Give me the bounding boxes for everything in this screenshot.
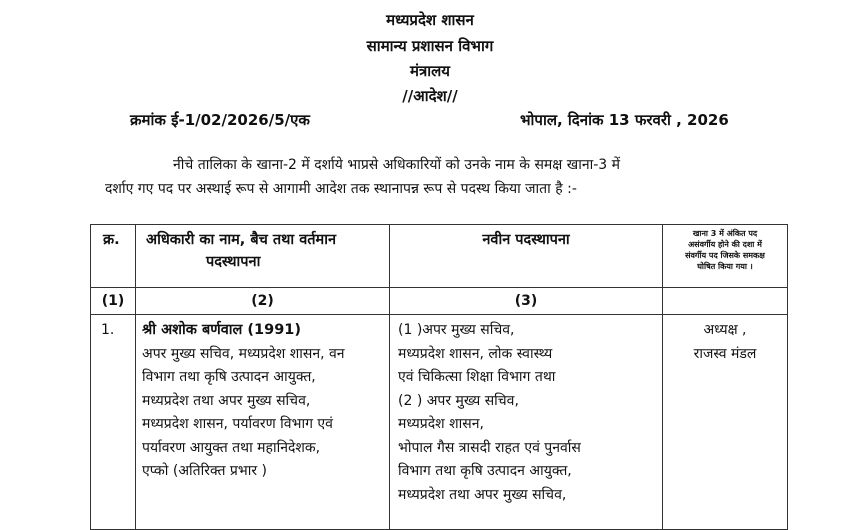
equivalent-post-line2: राजस्व मंडल [693, 345, 757, 362]
equivalent-post-cell [663, 315, 788, 530]
row-serial: 1. [91, 315, 136, 530]
intro-line-2: दर्शाए गए पद पर अस्थाई रूप से आगामी आदेश तक स्थानापन्न रूप से पदस्थ किया जाता है :- [105, 181, 577, 197]
header-new-posting: नवीन पदस्थापना [390, 225, 663, 288]
header-equivalent [663, 225, 788, 288]
header-serial: क्र. [91, 225, 136, 288]
header-equivalent-line3: संवर्गीय पद जिसके समकक्ष [685, 251, 765, 260]
header-officer-line2: पदस्थापना [206, 254, 261, 270]
header-government: मध्यप्रदेश शासन [386, 11, 474, 29]
column-number: (3) [390, 288, 663, 315]
header-officer [136, 225, 390, 288]
current-posting-line: अपर मुख्य सचिव, मध्यप्रदेश शासन, वन [142, 345, 345, 362]
column-number: (2) [136, 288, 390, 315]
current-posting-line: मध्यप्रदेश शासन, पर्यावरण विभाग एवं [142, 416, 333, 432]
officer-cell [136, 315, 390, 530]
officer-name: श्री अशोक बर्णवाल (1991) [142, 322, 302, 338]
current-posting-line: पर्यावरण आयुक्त तथा महानिदेशक, [142, 439, 321, 456]
new-posting-cell [390, 315, 663, 530]
column-number-row [91, 288, 788, 315]
order-number: क्रमांक ई-1/02/2026/5/एक [130, 111, 310, 129]
header-secretariat: मंत्रालय [409, 62, 450, 80]
header-equivalent-line2: असंवर्गीय होने की दशा में [688, 240, 762, 249]
new-posting-line: विभाग तथा कृषि उत्पादन आयुक्त, [398, 463, 572, 479]
header-equivalent-line1: खाना 3 में अंकित पद [692, 229, 758, 238]
header-officer-line1: अधिकारी का नाम, बैच तथा वर्तमान [146, 232, 337, 248]
current-posting-line: एप्को (अतिरिक्त प्रभार ) [142, 463, 268, 479]
new-posting-line: भोपाल गैस त्रासदी राहत एवं पुनर्वास [398, 439, 581, 456]
new-posting-line: मध्यप्रदेश तथा अपर मुख्य सचिव, [398, 486, 567, 503]
equivalent-post-line1: अध्यक्ष , [703, 322, 747, 338]
current-posting-line: विभाग तथा कृषि उत्पादन आयुक्त, [142, 369, 316, 385]
posting-table [90, 224, 788, 530]
column-number: (1) [91, 288, 136, 315]
table-header-row [91, 225, 788, 288]
intro-line-1: नीचे तालिका के खाना-2 में दर्शाये भाप्रसे अधिकारियों को उनके नाम के समक्ष खाना-3 में [173, 157, 621, 173]
new-posting-line: (2 ) अपर मुख्य सचिव, [398, 392, 519, 409]
new-posting-line: मध्यप्रदेश शासन, लोक स्वास्थ्य [398, 345, 553, 362]
column-number [663, 288, 788, 315]
table-row [91, 315, 788, 530]
place-date: भोपाल, दिनांक 13 फरवरी , 2026 [520, 111, 729, 129]
new-posting-line: एवं चिकित्सा शिक्षा विभाग तथा [398, 369, 556, 385]
header-department: सामान्य प्रशासन विभाग [366, 37, 494, 55]
new-posting-line: मध्यप्रदेश शासन, [398, 416, 484, 432]
header-order-title: //आदेश// [402, 87, 458, 105]
current-posting-line: मध्यप्रदेश तथा अपर मुख्य सचिव, [142, 392, 311, 409]
header-equivalent-line4: घोषित किया गया । [697, 262, 753, 271]
new-posting-line: (1 )अपर मुख्य सचिव, [398, 322, 515, 338]
